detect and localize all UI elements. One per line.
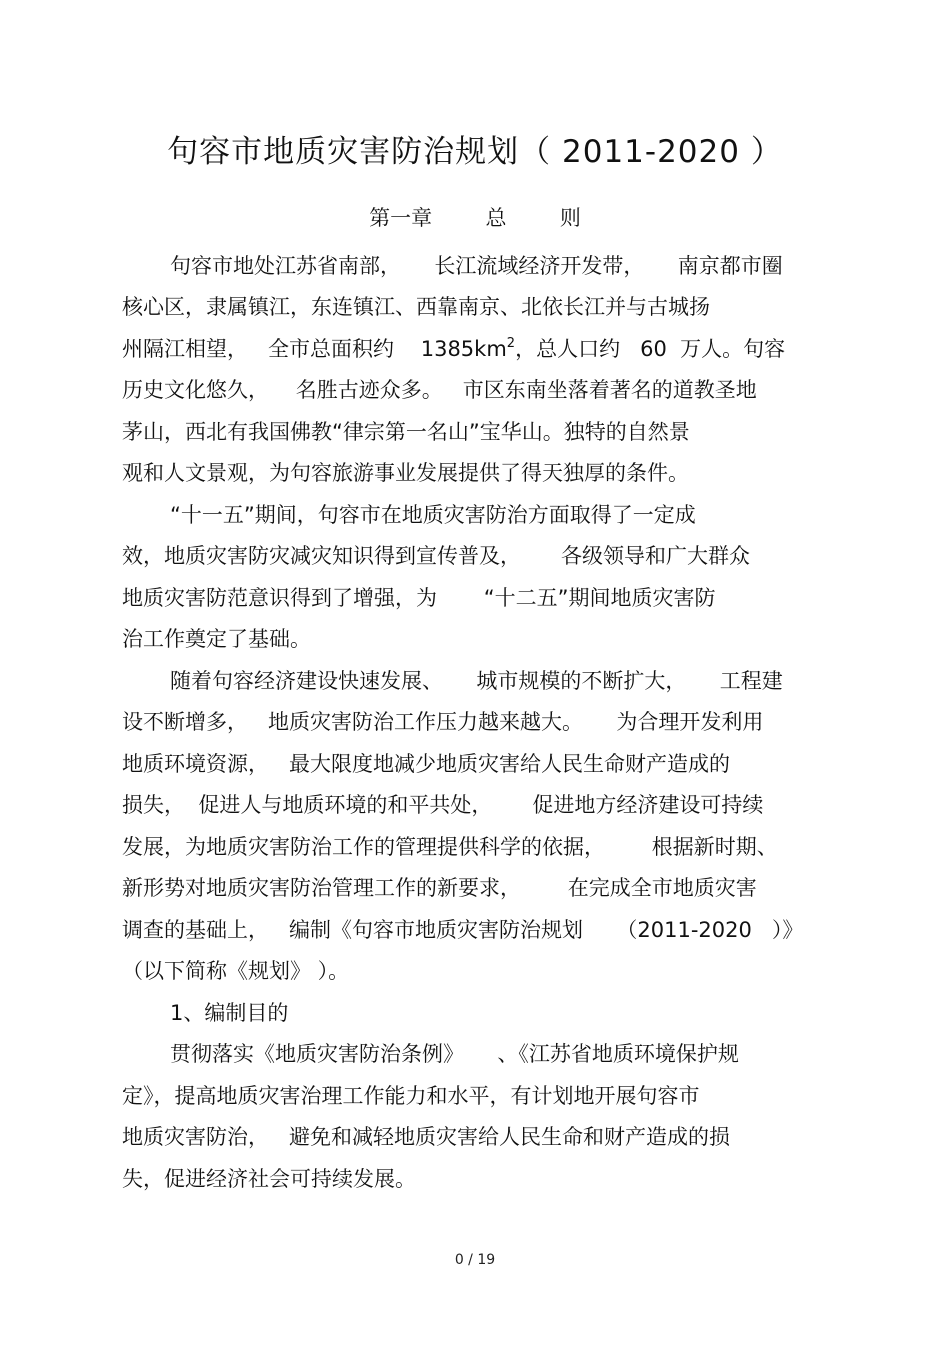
section-heading: 1、编制目的: [170, 1001, 289, 1025]
paragraph-line: 地质环境资源， 最大限度地减少地质灾害给人民生命财产造成的: [122, 752, 731, 776]
paragraph-line: 茅山，西北有我国佛教“律宗第一名山”宝华山。独特的自然景: [122, 420, 690, 444]
paragraph-line-tail: ，总人口约 60 万人。句容: [515, 337, 786, 361]
paragraph-line: 句容市地处江苏省南部， 长江流域经济开发带， 南京都市圈: [170, 254, 783, 278]
paragraph-line: 地质灾害防范意识得到了增强，为 “十二五”期间地质灾害防: [122, 586, 716, 610]
page-number: 0 / 19: [454, 1252, 496, 1268]
paragraph-line-head: 州隔江相望， 全市总面积约 1385km: [122, 337, 507, 361]
document-title: 句容市地质灾害防治规划（ 2011-2020 ）: [167, 134, 783, 170]
paragraph-line: 设不断增多， 地质灾害防治工作压力越来越大。 为合理开发利用: [122, 710, 764, 734]
paragraph-line-with-superscript: [122, 334, 785, 364]
paragraph-line: 定》，提高地质灾害治理工作能力和水平，有计划地开展句容市: [122, 1084, 700, 1108]
paragraph-line: 失，促进经济社会可持续发展。: [122, 1167, 416, 1191]
paragraph-line: 核心区，隶属镇江，东连镇江、西靠南京、北依长江并与古城扬: [122, 295, 710, 319]
paragraph-line: 新形势对地质灾害防治管理工作的新要求， 在完成全市地质灾害: [122, 876, 757, 900]
paragraph-line: 损失， 促进人与地质环境的和平共处， 促进地方经济建设可持续: [122, 793, 764, 817]
paragraph-line: 效，地质灾害防灾减灾知识得到宣传普及， 各级领导和广大群众: [122, 544, 751, 568]
paragraph-line: 发展，为地质灾害防治工作的管理提供科学的依据， 根据新时期、: [122, 835, 778, 859]
paragraph-line: （以下简称《规划》 ）。: [122, 959, 350, 983]
paragraph-line: 历史文化悠久， 名胜古迹众多。 市区东南坐落着著名的道教圣地: [122, 378, 757, 402]
paragraph-line: 贯彻落实《地质灾害防治条例》 、《江苏省地质环境保护规: [170, 1042, 739, 1066]
paragraph-line: 治工作奠定了基础。: [122, 627, 311, 651]
chapter-heading: 第一章 总 则: [369, 206, 581, 230]
paragraph-line: 观和人文景观，为句容旅游事业发展提供了得天独厚的条件。: [122, 461, 689, 485]
superscript-exponent: 2: [506, 336, 516, 351]
paragraph-line: 随着句容经济建设快速发展、 城市规模的不断扩大， 工程建: [170, 669, 783, 693]
paragraph-line: 调查的基础上， 编制《句容市地质灾害防治规划 （2011-2020 ）》: [122, 918, 804, 942]
paragraph-line: 地质灾害防治， 避免和减轻地质灾害给人民生命和财产造成的损: [122, 1125, 731, 1149]
paragraph-line: “十一五”期间，句容市在地质灾害防治方面取得了一定成: [170, 503, 696, 527]
